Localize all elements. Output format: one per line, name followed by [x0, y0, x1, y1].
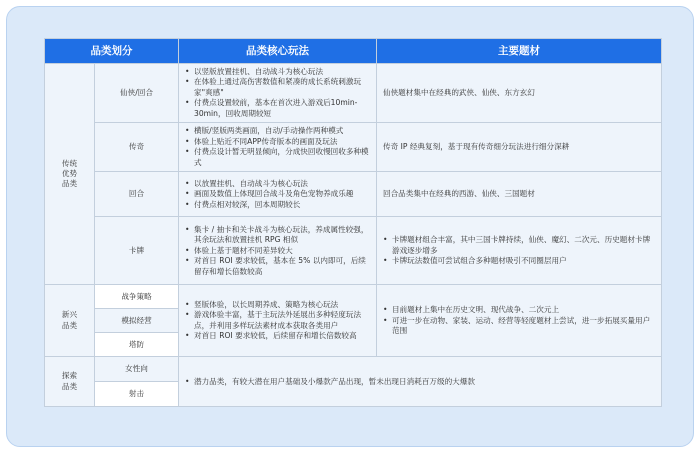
gameplay-item: • 体验上基于题材不同差异较大: [185, 246, 370, 256]
subcategory-chuanqi: 传奇: [95, 123, 179, 172]
header-category: 品类划分: [45, 39, 179, 64]
group-traditional: 传统优势品类: [45, 64, 95, 285]
group-emerging: 新兴品类: [45, 285, 95, 357]
table-row: [45, 64, 662, 123]
gameplay-item: • 在体验上通过高伤害数值和紧凑的成长系统刺激玩家"爽感": [185, 77, 370, 98]
gameplay-item: • 以竖版放置挂机、自动战斗为核心玩法: [185, 67, 370, 77]
table-header: [45, 39, 662, 64]
theme-cell: 传奇 IP 经典复刻，基于现有传奇细分玩法进行细分深耕: [377, 123, 662, 172]
header-gameplay: 品类核心玩法: [179, 39, 377, 64]
subcategory-shooter: 射击: [95, 382, 179, 407]
merged-item: • 潜力品类，有较大潜在用户基础及小爆款产品出现，暂未出现日消耗百万级的大爆款: [185, 377, 655, 387]
gameplay-item: • 以放置挂机、自动战斗为核心玩法: [185, 179, 370, 189]
subcategory-tower-defense: 塔防: [95, 333, 179, 357]
theme-cell: 仙侠题材集中在经典的武侠、仙侠、东方玄幻: [377, 64, 662, 123]
gameplay-item: • 对首日 ROI 要求较低，基本在 5% 以内即可，后续留存和增长倍数较高: [185, 256, 370, 277]
subcategory-female: 女性向: [95, 357, 179, 382]
subcategory-xianxia: 仙侠/回合: [95, 64, 179, 123]
theme-item: • 目前题材上集中在历史文明、现代战争、二次元上: [383, 305, 655, 315]
table-row: [45, 285, 662, 309]
table-row: [45, 123, 662, 172]
gameplay-item: • 集卡 / 抽卡和关卡战斗为核心玩法，养成属性较强，其余玩法和放置挂机 RPG 相似: [185, 225, 370, 246]
table-row: [45, 217, 662, 285]
gameplay-item: • 画面及数值上体现回合战斗及角色宠物养成乐趣: [185, 189, 370, 199]
category-table: [44, 38, 662, 407]
subcategory-kapai: 卡牌: [95, 217, 179, 285]
gameplay-cell: [179, 285, 377, 357]
theme-item: • 卡牌玩法数值可尝试组合多种题材吸引不同圈层用户: [383, 256, 655, 266]
theme-cell: [377, 217, 662, 285]
theme-cell: [377, 285, 662, 357]
gameplay-item: • 对首日 ROI 要求较低，后续留存和增长倍数较高: [185, 331, 370, 341]
gameplay-item: • 付费点设置较前，基本在首次进入游戏后10min-30min，回收周期较短: [185, 98, 370, 119]
gameplay-cell: [179, 217, 377, 285]
subcategory-simulation: 模拟经营: [95, 309, 179, 333]
gameplay-cell: [179, 64, 377, 123]
header-theme: 主要题材: [377, 39, 662, 64]
gameplay-item: • 付费点相对较深，回本周期较长: [185, 200, 370, 210]
subcategory-strategy: 战争策略: [95, 285, 179, 309]
gameplay-item: • 竖版体验，以长周期养成、策略为核心玩法: [185, 300, 370, 310]
table-row: [45, 172, 662, 217]
group-exploring: 探索品类: [45, 357, 95, 407]
gameplay-item: • 体验上贴近不同APP传奇版本的画面及玩法: [185, 137, 370, 147]
gameplay-item: • 游戏体验丰富，基于主玩法外延展出多种轻度玩法点，并利用多样玩法素材成本获取各类用户: [185, 310, 370, 331]
theme-cell: 回合品类集中在经典的西游、仙侠、三国题材: [377, 172, 662, 217]
theme-item: • 卡牌题材组合丰富，其中三国卡牌持续，仙侠、魔幻、二次元、历史题材卡牌游戏逐步增多: [383, 235, 655, 256]
gameplay-item: • 付费点设计暂无明显倾向，分成快回收慢回收多种模式: [185, 147, 370, 168]
table-row: [45, 357, 662, 382]
merged-cell: [179, 357, 662, 407]
theme-item: • 可进一步在动物、家装、运动、经营等轻度题材上尝试，进一步拓展买量用户范围: [383, 316, 655, 337]
gameplay-cell: [179, 172, 377, 217]
gameplay-cell: [179, 123, 377, 172]
gameplay-item: • 横版/竖版两类画面，自动/手动操作两种模式: [185, 126, 370, 136]
subcategory-huihe: 回合: [95, 172, 179, 217]
